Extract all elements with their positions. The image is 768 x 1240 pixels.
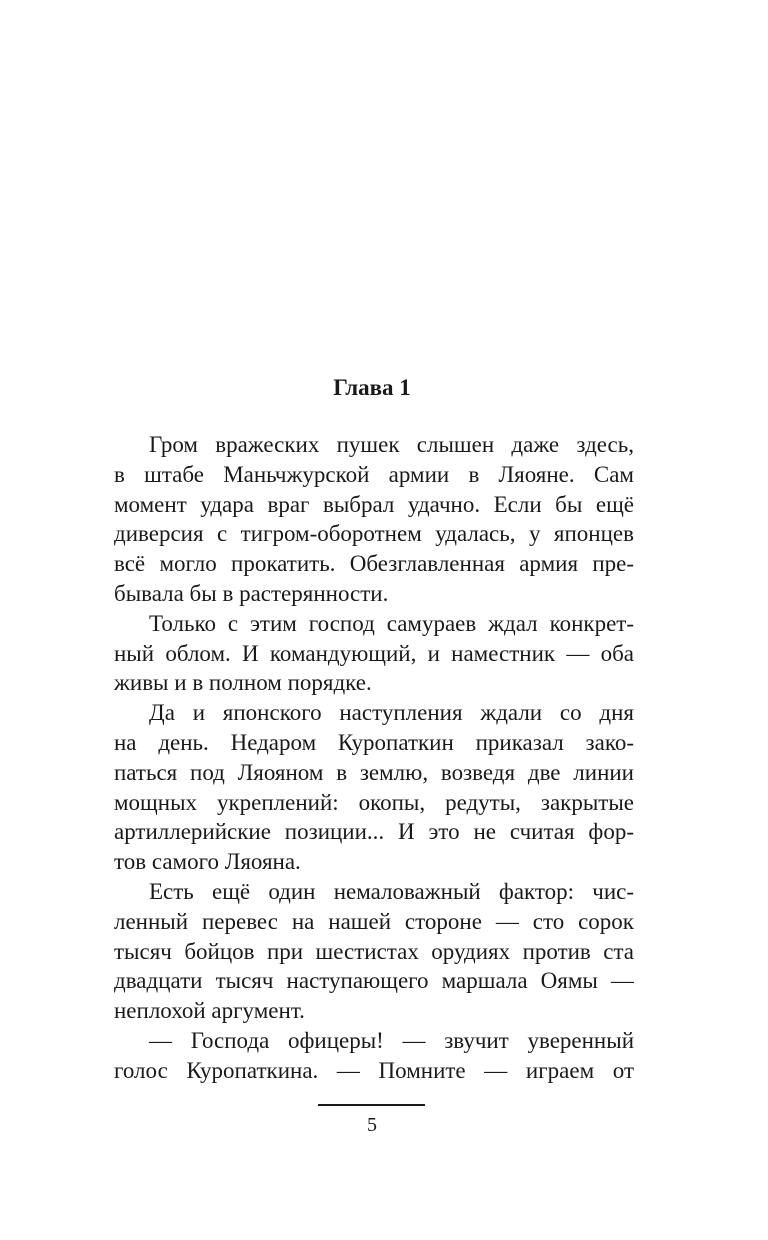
text-line: тысяч бойцов при шестистах орудиях против ста	[114, 938, 634, 964]
text-line: диверсия с тигром-оборотнем удалась, у японцев	[114, 521, 634, 547]
chapter-title: Глава 1	[333, 375, 411, 400]
text-line: живы и в полном порядке.	[114, 670, 372, 696]
text-line: ный облом. И командующий, и наместник — оба	[114, 640, 634, 666]
text-line: артиллерийские позиции... И это не считая фор-	[114, 819, 634, 845]
text-line: неплохой аргумент.	[114, 998, 305, 1024]
text-line: Есть ещё один немаловажный фактор: чис-	[149, 878, 634, 904]
text-line: мощных укреплений: окопы, редуты, закрытые	[114, 789, 634, 815]
text-line: Только с этим господ самураев ждал конкрет-	[149, 610, 634, 636]
text-line: Гром вражеских пушек слышен даже здесь,	[149, 432, 634, 457]
text-line: всё могло прокатить. Обезглавленная армия пре-	[114, 551, 634, 577]
text-line: на день. Недаром Куропаткин приказал зако-	[114, 729, 634, 755]
chapter-body	[114, 430, 634, 1086]
text-line: тов самого Ляояна.	[114, 849, 301, 875]
text-line: голос Куропаткина. — Помните — играем от	[114, 1057, 634, 1083]
text-line: бывала бы в растерянности.	[114, 580, 389, 606]
text-line: паться под Ляояном в землю, возведя две линии	[114, 759, 634, 785]
text-line: момент удара враг выбрал удачно. Если бы ещё	[114, 491, 634, 517]
footer-divider	[318, 1104, 425, 1106]
text-line: двадцати тысяч наступающего маршала Оямы —	[114, 968, 634, 994]
text-line: Да и японского наступления ждали со дня	[149, 700, 634, 726]
text-line: в штабе Маньчжурской армии в Ляояне. Сам	[114, 461, 634, 487]
text-line: — Господа офицеры! — звучит уверенный	[149, 1027, 634, 1053]
text-line: ленный перевес на нашей стороне — сто сорок	[114, 908, 634, 934]
page-number: 5	[367, 1114, 377, 1136]
